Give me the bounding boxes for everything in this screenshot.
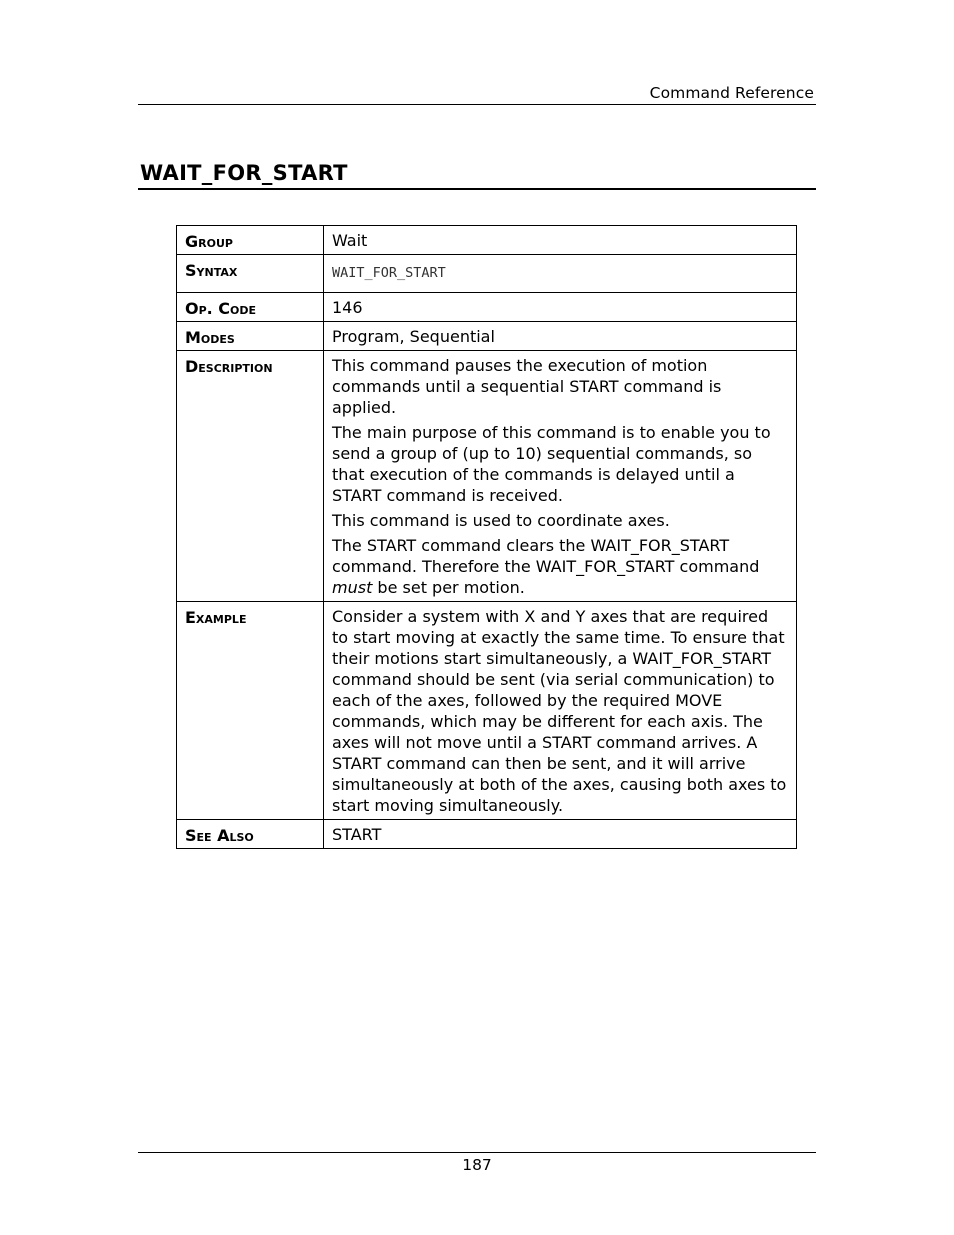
page-number: 187: [462, 1156, 492, 1174]
title-divider: [138, 188, 816, 190]
example-label: Example: [177, 602, 324, 820]
description-paragraph-2: The main purpose of this command is to enable you to send a group of (up to 10) sequential commands, so that execution of the commands is delayed until a START command is received.: [332, 423, 771, 505]
description-paragraph-3: This command is used to coordinate axes.: [332, 511, 670, 530]
page-title: WAIT_FOR_START: [140, 161, 348, 185]
table-row-syntax: [177, 255, 797, 293]
syntax-cell: [324, 255, 797, 293]
description-p4-emphasis: must: [332, 578, 373, 597]
running-header: Command Reference: [649, 84, 814, 102]
table-row-description: [177, 351, 797, 602]
description-cell: [324, 351, 797, 602]
table-row-example: [177, 602, 797, 820]
group-value: Wait: [324, 226, 797, 255]
modes-value: Program, Sequential: [324, 322, 797, 351]
table-row-modes: [177, 322, 797, 351]
group-label: Group: [177, 226, 324, 255]
syntax-value: WAIT_FOR_START: [332, 265, 446, 281]
command-reference-table: [176, 225, 797, 849]
header-divider: [138, 104, 816, 105]
see-also-value: START: [324, 820, 797, 849]
description-paragraph-4: [332, 535, 788, 598]
description-p4-end: be set per motion.: [372, 578, 525, 597]
example-value: Consider a system with X and Y axes that are required to start moving at exactly the same time. To ensure that their motions start simultaneously, a WAIT_FOR_START command should be sent (via serial communication) to each of the axes, followed by the required MOVE commands, which may be different for each axis. The axes will not move until a START command arrives. A START command can then be sent, and it will arrive simultaneously at both of the axes, causing both axes to start moving simultaneously.: [324, 602, 797, 820]
opcode-label: Op. Code: [177, 293, 324, 322]
opcode-value: 146: [324, 293, 797, 322]
table-row-opcode: [177, 293, 797, 322]
syntax-label: Syntax: [177, 255, 324, 293]
see-also-label: See Also: [177, 820, 324, 849]
description-p4-start: The START command clears the WAIT_FOR_START command. Therefore the WAIT_FOR_START command: [332, 536, 760, 576]
description-paragraph-1: This command pauses the execution of motion commands until a sequential START command is applied.: [332, 356, 722, 417]
description-label: Description: [177, 351, 324, 602]
footer-divider: [138, 1152, 816, 1153]
modes-label: Modes: [177, 322, 324, 351]
table-row-see-also: [177, 820, 797, 849]
table-row-group: [177, 226, 797, 255]
